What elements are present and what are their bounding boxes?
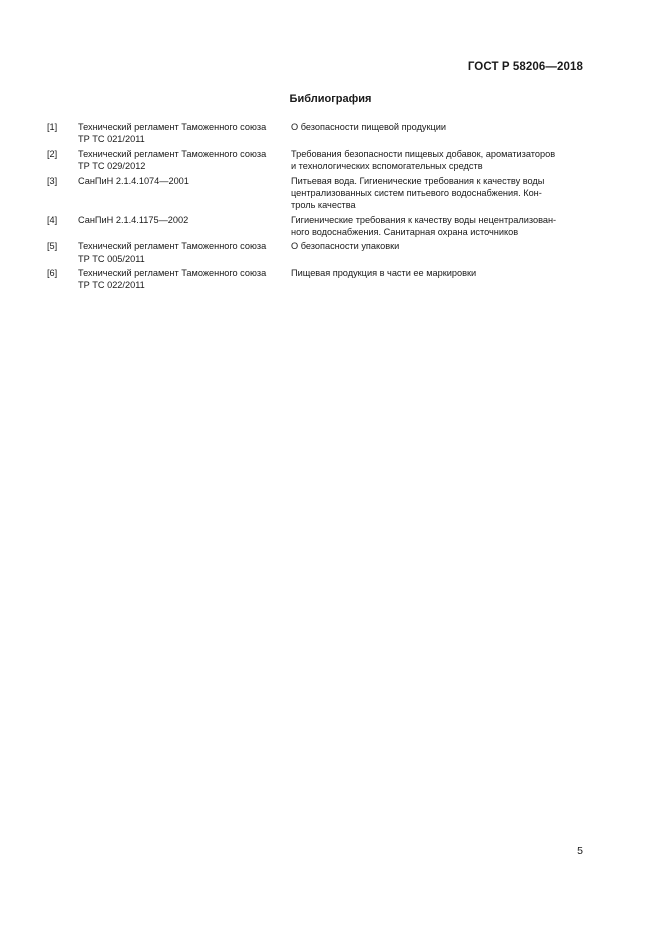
- entry-reference-line: СанПиН 2.1.4.1074—2001: [78, 175, 189, 186]
- entry-reference-line: ТР ТС 021/2011: [78, 134, 145, 145]
- entry-reference-line: ТР ТС 005/2011: [78, 253, 145, 264]
- entry-reference-line: Технический регламент Таможенного союза: [78, 122, 267, 132]
- entry-title: [291, 267, 583, 291]
- entry-title-line: Требования безопасности пищевых добавок, ароматизаторов: [291, 148, 556, 159]
- entry-title-line: Питьевая вода. Гигиенические требования к качеству воды: [291, 175, 545, 186]
- entry-number: [1]: [47, 122, 58, 132]
- entry-number: [3]: [47, 175, 58, 186]
- entry-reference-line: СанПиН 2.1.4.1175—2002: [78, 214, 189, 225]
- page-number: 5: [577, 845, 583, 857]
- entry-title-line: ного водоснабжения. Санитарная охрана источников: [291, 226, 519, 237]
- entry-number: [6]: [47, 268, 58, 279]
- entry-title: [291, 121, 583, 145]
- entry-reference: [78, 267, 291, 291]
- entry-title-line: О безопасности упаковки: [291, 241, 400, 252]
- entry-title: [291, 148, 583, 172]
- entry-title-line: Гигиенические требования к качеству воды нецентрализован-: [291, 214, 557, 225]
- entry-number: [4]: [47, 214, 58, 225]
- bibliography-entry: [47, 175, 583, 212]
- entry-title-line: троль качества: [291, 200, 356, 210]
- bibliography-entry: [47, 121, 583, 145]
- entry-reference: [78, 214, 291, 238]
- entry-reference-line: Технический регламент Таможенного союза: [78, 148, 267, 159]
- bibliography-list: [47, 121, 583, 294]
- bibliography-entry: [47, 148, 583, 172]
- entry-reference-line: Технический регламент Таможенного союза: [78, 268, 267, 279]
- entry-reference: [78, 175, 291, 212]
- entry-reference: [78, 148, 291, 172]
- entry-title-line: Пищевая продукция в части ее маркировки: [291, 268, 477, 279]
- section-title: Библиография: [289, 93, 372, 105]
- entry-title-line: О безопасности пищевой продукции: [291, 122, 447, 132]
- entry-reference-line: ТР ТС 022/2011: [78, 280, 145, 291]
- entry-title: [291, 175, 583, 212]
- bibliography-entry: [47, 267, 583, 291]
- bibliography-entry: [47, 240, 583, 264]
- entry-title-line: централизованных систем питьевого водоснабжения. Кон-: [291, 187, 542, 198]
- entry-title: [291, 240, 583, 264]
- entry-reference: [78, 121, 291, 145]
- bibliography-entry: [47, 214, 583, 238]
- entry-title: [291, 214, 583, 238]
- entry-number: [2]: [47, 148, 58, 159]
- entry-reference: [78, 240, 291, 264]
- entry-reference-line: ТР ТС 029/2012: [78, 161, 146, 171]
- entry-title-line: и технологических вспомогательных средств: [291, 161, 483, 171]
- entry-number: [5]: [47, 241, 58, 252]
- document-code: ГОСТ Р 58206—2018: [467, 61, 583, 73]
- entry-reference-line: Технический регламент Таможенного союза: [78, 241, 267, 252]
